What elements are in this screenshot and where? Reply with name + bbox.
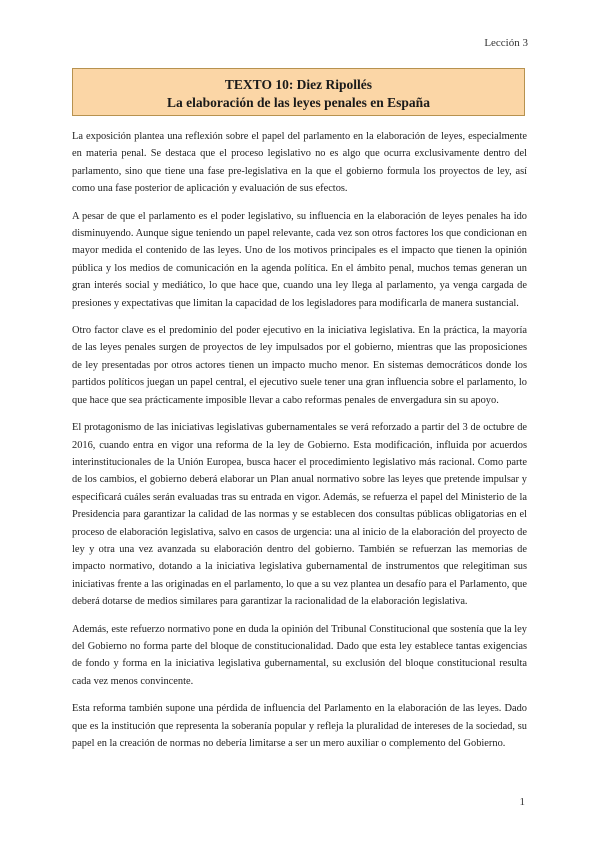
- title-heading: TEXTO 10: Diez Ripollés: [224, 77, 373, 92]
- title-subheading: La elaboración de las leyes penales en España: [167, 95, 430, 110]
- page-number: 1: [519, 796, 525, 808]
- running-header: Lección 3: [484, 37, 528, 49]
- paragraph: Otro factor clave es el predominio del poder ejecutivo en la iniciativa legislativa. En la práctica, la mayoría de las leyes penales surgen de proyectos de ley impulsados por el gobierno, mientras que las proposiciones de ley presentadas por otros actores tienen un impacto mucho menor. En sistemas democráticos donde los partidos políticos juegan un papel central, el ejecutivo suele tener una gran influencia sobre el parlamento, lo que hace que sea prácticamente imposible llevar a cabo reformas penales de envergadura sin su apoyo.: [72, 325, 527, 406]
- paragraph: El protagonismo de las iniciativas legislativas gubernamentales se verá reforzado a partir del 3 de octubre de 2016, cuando entra en vigor una reforma de la ley de Gobierno. Esta modificación, influida por acuerdos interinstitucionales de la Unión Europea, busca hacer el procedimiento legislativo más racional. Como parte de los cambios, el gobierno deberá elaborar un Plan anual normativo sobre las leyes que pretende impulsar y especificará cuáles serán evaluadas tras su entrada en vigor. Además, se refuerza el papel del Ministerio de la Presidencia para garantizar la calidad de las normas y se establecen dos consultas públicas obligatorias en el proceso de elaboración legislativa, salvo en casos de urgencia: una al inicio de la elaboración del proyecto de ley y otra una vez avanzada su elaboración dentro del gobierno. También se refuerzan las memorias de impacto normativo, dotando a la iniciativa legislativa gubernamental de instrumentos que relegitiman sus iniciativas frente a las originadas en el parlamento, lo que a su vez plantea un desafío para el Parlamento, que deberá dotarse de medios similares para garantizar la racionalidad de la elaboración legislativa.: [72, 422, 527, 608]
- body-text: [72, 128, 527, 762]
- paragraph: Esta reforma también supone una pérdida de influencia del Parlamento en la elaboración de las leyes. Dado que es la institución que representa la soberanía popular y refleja la pluralidad de intereses de la sociedad, su papel en la creación de normas no debería limitarse a ser un mero auxiliar o complemento del Gobierno.: [72, 703, 527, 749]
- title-box: [72, 68, 525, 116]
- paragraph: La exposición plantea una reflexión sobre el papel del parlamento en la elaboración de leyes, especialmente en materia penal. Se destaca que el proceso legislativo no es algo que ocurra exclusivamente dentro del parlamento, sino que tiene una fase pre-legislativa en la que el gobierno formula los proyectos de ley, así como una fase posterior de aplicación y evaluación de sus efectos.: [72, 131, 527, 195]
- paragraph: Además, este refuerzo normativo pone en duda la opinión del Tribunal Constitucional que sostenía que la ley del Gobierno no forma parte del bloque de constitucionalidad. Dado que esta ley establece tantas exigencias de fondo y forma en la iniciativa legislativa gubernamental, su exclusión del bloque constitucional resulta cada vez menos convincente.: [72, 623, 527, 687]
- paragraph: A pesar de que el parlamento es el poder legislativo, su influencia en la elaboración de leyes penales ha ido disminuyendo. Aunque sigue teniendo un papel relevante, cada vez son otros factores los que condicionan en mayor medida el contenido de las leyes. Uno de los motivos principales es el impacto que tienen la opinión pública y los medios de comunicación en la agenda política. En el ámbito penal, muchos temas generan un gran interés social y mediático, lo que hace que, cuando una ley llega al parlamento, ya venga cargada de presiones y expectativas que limitan la capacidad de los legisladores para modificarla de manera sustancial.: [72, 210, 527, 309]
